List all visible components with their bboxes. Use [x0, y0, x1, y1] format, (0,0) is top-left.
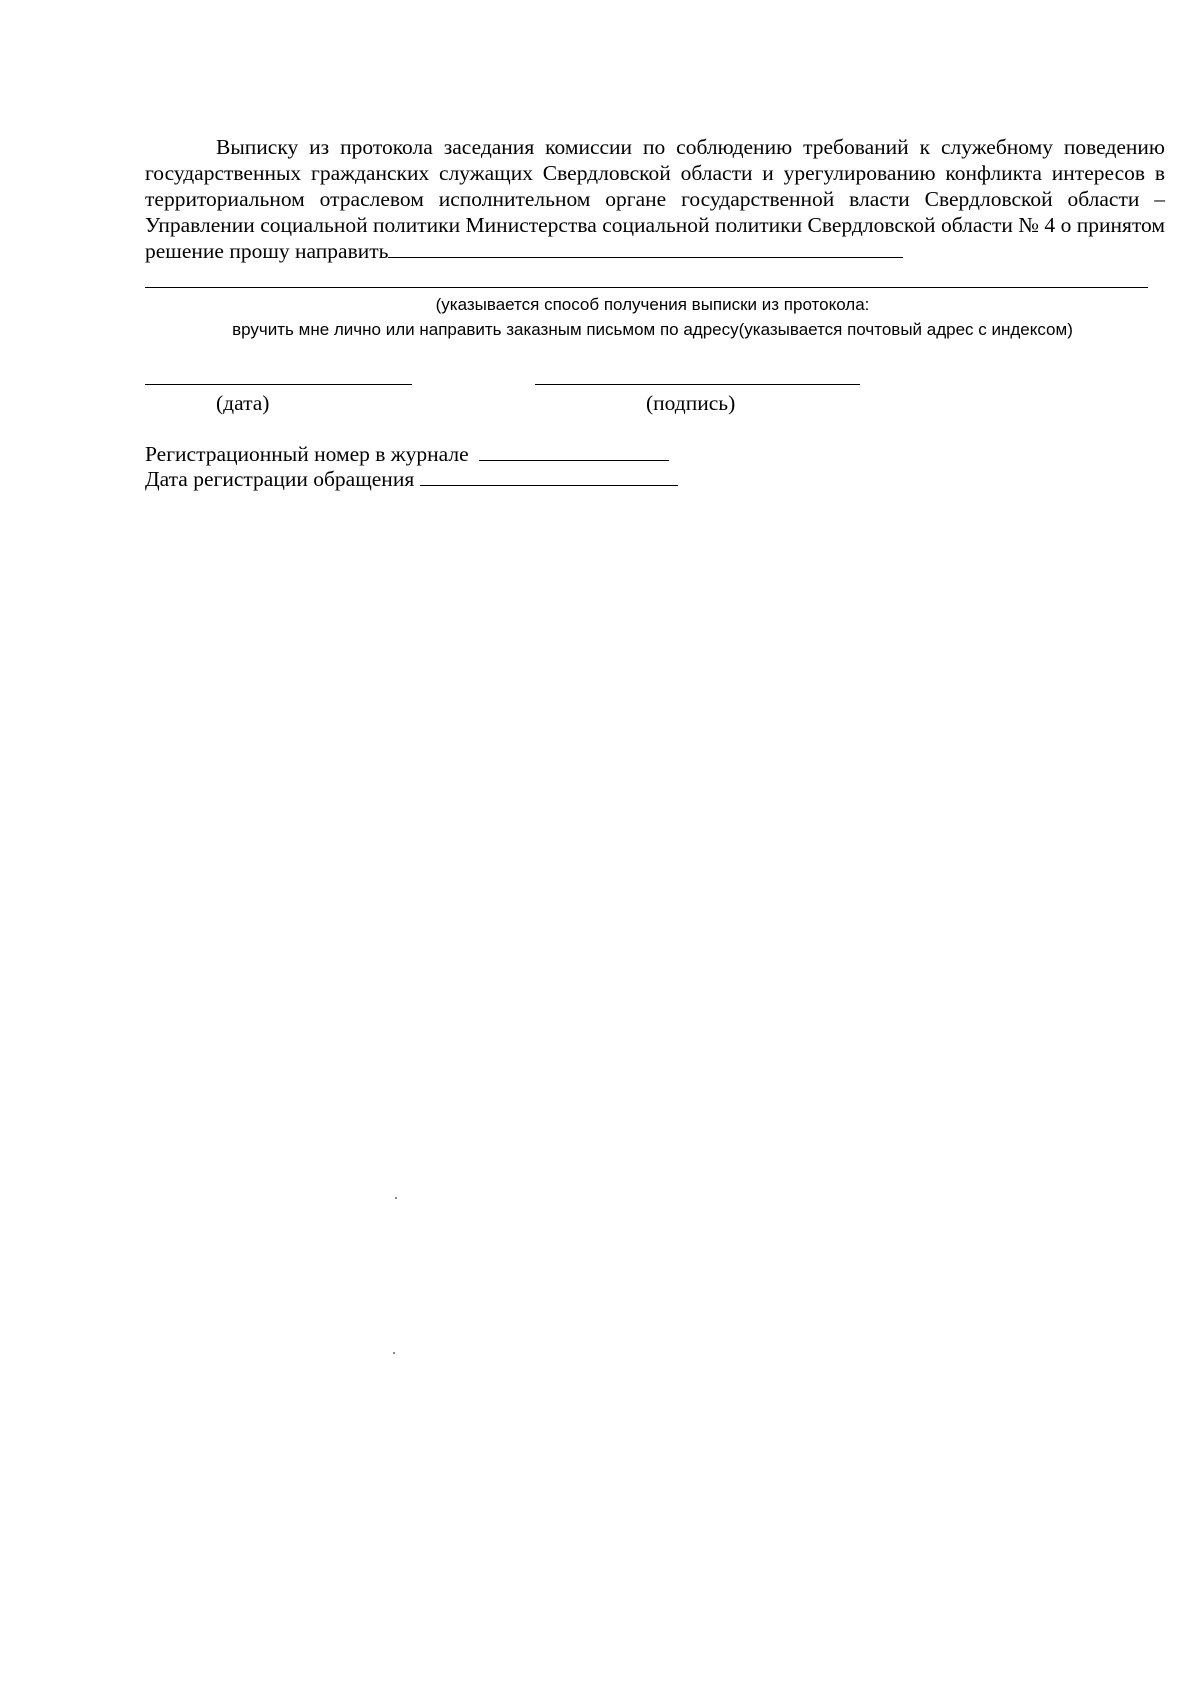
- date-label: (дата): [216, 391, 270, 415]
- delivery-method-continuation-line: [145, 287, 1148, 288]
- registration-date-row: [145, 466, 678, 492]
- delivery-hint-line-2: вручить мне лично или направить заказным письмом по адресу(указывается почтовый адрес с индексом): [232, 320, 1073, 339]
- registration-number-label: Регистрационный номер в журнале: [145, 442, 469, 466]
- registration-date-label: Дата регистрации обращения: [145, 467, 415, 491]
- request-text: Выписку из протокола заседания комиссии по соблюдению требований к служебному поведению государственных гражданских служащих Свердловской области и урегулированию конфликта интересов в территориальном отраслевом исполнительном органе государственной власти Свердловской области – Управлении социальной политики Министерства социальной политики Свердловской области № 4 о принятом решение прошу направить: [145, 135, 1165, 263]
- delivery-method-fill-line: [388, 238, 903, 258]
- signature-fill-line: [535, 384, 860, 385]
- registration-date-fill-line: [420, 466, 678, 486]
- scan-speck: [395, 1197, 397, 1199]
- request-paragraph: [145, 134, 1165, 264]
- registration-number-row: [145, 441, 669, 467]
- signature-label: (подпись): [646, 391, 736, 415]
- registration-number-fill-line: [479, 441, 669, 461]
- date-fill-line: [145, 384, 412, 385]
- scan-speck: [393, 1352, 395, 1354]
- delivery-hint-line-1: (указывается способ получения выписки из протокола:: [435, 295, 870, 314]
